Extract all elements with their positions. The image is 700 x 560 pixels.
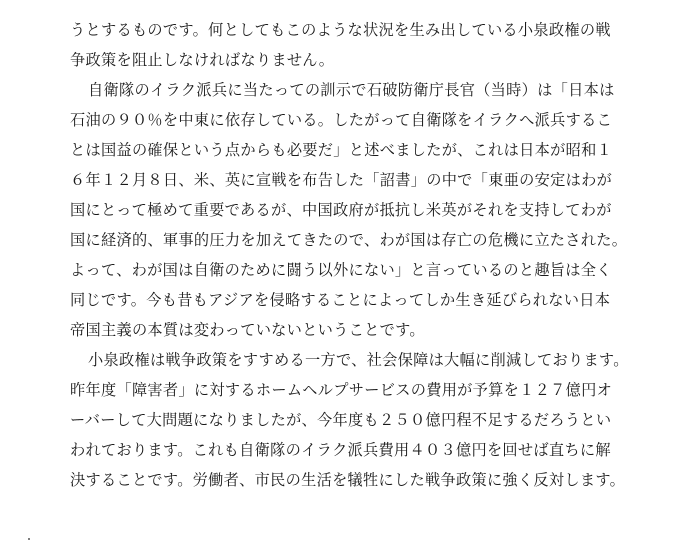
- text-line-8: 国に経済的、軍事的圧力を加えてきたので、わが国は存亡の危機に立たされた。: [70, 231, 628, 249]
- text-line-15: われております。これも自衛隊のイラク派兵費用４０３億円を回せば直ちに解: [70, 441, 611, 459]
- text-line-1: うとするものです。何としてもこのような状況を生み出している小泉政権の戦: [70, 21, 611, 39]
- text-line-10: 同じです。今も昔もアジアを侵略することによってしか生き延びられない日本: [70, 291, 611, 309]
- text-line-4: 石油の９０％を中東に依存している。したがって自衛隊をイラクへ派兵するこ: [70, 111, 613, 129]
- text-line-2: 争政策を阻止しなければなりません。: [70, 51, 335, 69]
- text-line-9: よって、わが国は自衛のために闘う以外にない」と言っているのと趣旨は全く: [70, 261, 612, 279]
- text-line-6: ６年１２月８日、米、英に宣戦を布告した「詔書」の中で「東亜の安定はわが: [70, 171, 613, 189]
- text-line-3: 自衛隊のイラク派兵に当たっての訓示で石破防衛庁長官（当時）は「日本は: [88, 81, 615, 99]
- text-line-12: 小泉政権は戦争政策をすすめる一方で、社会保障は大幅に削減しております。: [88, 351, 629, 369]
- scan-speck: [28, 538, 30, 540]
- text-line-11: 帝国主義の本質は変わっていないということです。: [70, 321, 425, 339]
- text-line-14: ーバーして大問題になりましたが、今年度も２５０億円程不足するだろうとい: [70, 411, 612, 429]
- text-line-13: 昨年度「障害者」に対するホームヘルプサービスの費用が予算を１２７億円オ: [70, 381, 613, 399]
- text-line-16: 決することです。労働者、市民の生活を犠牲にした戦争政策に強く反対します。: [70, 471, 626, 489]
- body-text: [70, 15, 640, 495]
- text-line-7: 国にとって極めて重要であるが、中国政府が抵抗し米英がそれを支持してわが: [70, 201, 612, 219]
- text-line-5: とは国益の確保という点からも必要だ」と述べましたが、これは日本が昭和１: [70, 141, 613, 159]
